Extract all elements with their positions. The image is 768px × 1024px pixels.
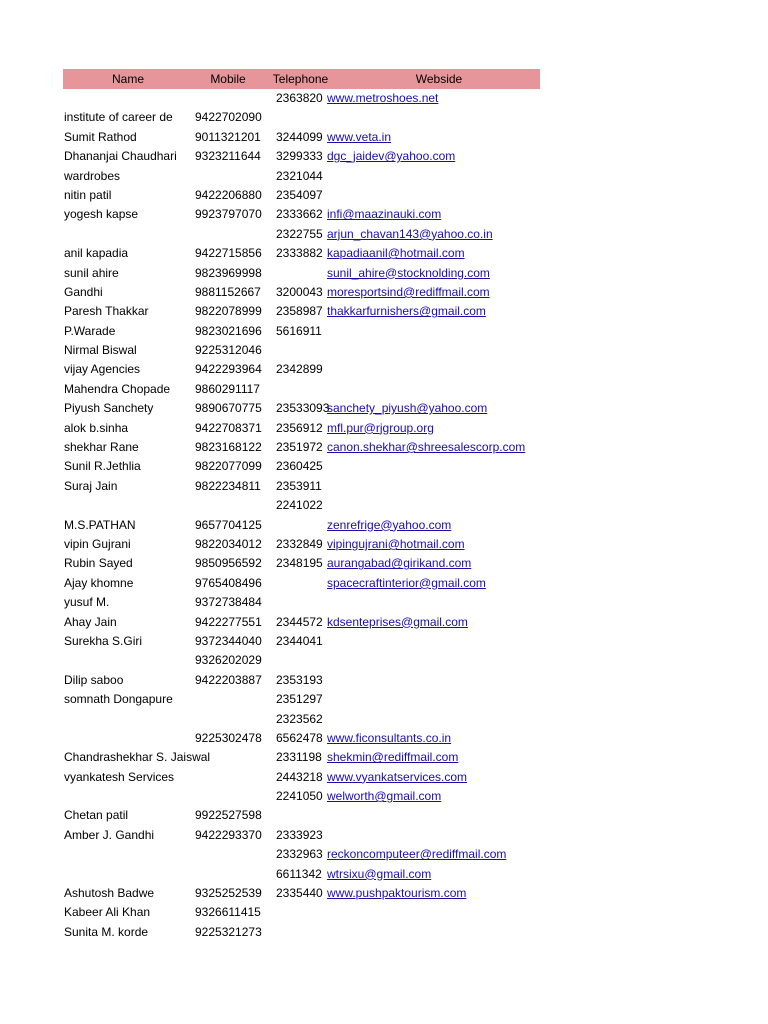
name-cell: Chandrashekhar S. Jaiswal [64,750,211,765]
telephone-cell: 2353193 [276,672,323,687]
table-header-row [63,69,540,89]
website-link[interactable]: aurangabad@girikand.com [327,556,472,571]
telephone-cell [273,380,323,399]
website-link[interactable]: www.veta.in [327,129,392,144]
website-link [323,806,540,825]
name-cell: Kabeer Ali Khan [64,905,151,920]
mobile-cell [193,690,273,709]
website-link [323,341,540,360]
table-row [63,574,540,593]
table-row [63,477,540,496]
telephone-cell [273,593,323,612]
mobile-cell: 9422277551 [195,614,262,629]
table-row [63,419,540,438]
mobile-cell [193,225,273,244]
name-cell: Amber J. Gandhi [64,827,155,842]
table-row [63,651,540,670]
name-cell: yusuf M. [64,595,110,610]
telephone-cell: 3244099 [276,129,323,144]
mobile-cell: 9323211644 [195,149,261,164]
mobile-cell [193,710,273,729]
mobile-cell: 9325252539 [195,886,262,901]
table-row [63,302,540,321]
website-link[interactable]: www.pushpaktourism.com [327,886,467,901]
name-cell: Chetan patil [64,808,129,823]
website-link[interactable]: sanchety_piyush@yahoo.com [327,401,488,416]
mobile-cell: 9422206880 [195,187,262,202]
mobile-cell: 9422708371 [195,420,262,435]
telephone-cell: 2321044 [276,168,323,183]
name-cell [63,651,193,670]
table-row [63,108,540,127]
mobile-cell [193,787,273,806]
telephone-cell: 2351972 [276,440,323,455]
table-row [63,806,540,825]
telephone-cell: 2323562 [276,711,323,726]
mobile-cell: 9225312046 [195,343,262,358]
table-row [63,244,540,263]
telephone-cell [273,264,323,283]
website-link [323,671,540,690]
website-link [323,322,540,341]
name-cell: Ashutosh Badwe [64,886,155,901]
website-link [323,923,540,942]
mobile-cell: 9225321273 [195,924,262,939]
name-cell: Ajay khomne [64,575,134,590]
telephone-cell: 2241050 [276,789,323,804]
website-link [323,380,540,399]
telephone-cell: 3299333 [276,149,323,164]
website-link [323,186,540,205]
website-link [323,632,540,651]
telephone-cell [273,923,323,942]
table-row [63,283,540,302]
website-link [323,477,540,496]
telephone-cell: 2333662 [276,207,323,222]
telephone-cell: 2360425 [276,459,323,474]
website-link[interactable]: mfl.pur@rjgroup.org [327,420,434,435]
mobile-cell: 9890670775 [195,401,262,416]
website-link [323,108,540,127]
website-link [323,167,540,186]
website-link [323,496,540,515]
mobile-cell: 9922527598 [195,808,262,823]
name-cell: somnath Dongapure [64,692,173,707]
telephone-cell: 2351297 [276,692,323,707]
mobile-cell [193,768,273,787]
mobile-cell: 9326611415 [195,905,261,920]
mobile-cell: 9850956592 [195,556,262,571]
telephone-cell [273,574,323,593]
telephone-cell [273,516,323,535]
table-row [63,322,540,341]
name-cell: nitin patil [64,187,112,202]
mobile-cell: 9765408496 [195,575,262,590]
website-link[interactable]: welworth@gmail.com [327,789,442,804]
name-cell: Gandhi [64,284,103,299]
website-link[interactable]: wtrsixu@gmail.com [327,866,432,881]
website-link[interactable]: canon.shekhar@shreesalescorp.com [327,440,526,455]
table-row [63,167,540,186]
table-row [63,826,540,845]
name-cell: Sumit Rathod [64,129,137,144]
telephone-cell: 2333882 [276,246,323,261]
name-cell: vyankatesh Services [64,769,175,784]
column-header-name: Name [111,72,144,86]
website-link[interactable]: arjun_chavan143@yahoo.co.in [327,226,493,241]
table-row [63,865,540,884]
website-link [323,651,540,670]
table-row [63,884,540,903]
mobile-cell [193,845,273,864]
name-cell: Nirmal Biswal [64,343,137,358]
telephone-cell: 5616911 [276,323,322,338]
mobile-cell: 9326202029 [195,653,262,668]
table-row [63,593,540,612]
mobile-cell: 9860291117 [195,381,260,396]
table-row [63,399,540,418]
name-cell: Sunil R.Jethlia [64,459,141,474]
name-cell: Surekha S.Giri [64,633,143,648]
name-cell: anil kapadia [64,246,129,261]
table-row [63,787,540,806]
website-link[interactable]: kapadiaanil@hotmail.com [327,246,465,261]
table-row [63,613,540,632]
telephone-cell: 2363820 [276,91,323,105]
name-cell: Sunita M. korde [64,924,149,939]
table-row [63,186,540,205]
table-row [63,632,540,651]
website-link[interactable]: infi@maazinauki.com [327,207,442,222]
telephone-cell: 2332849 [276,536,323,551]
table-row [63,341,540,360]
mobile-cell: 9657704125 [195,517,262,532]
name-cell: vipin Gujrani [64,536,131,551]
name-cell [63,845,193,864]
telephone-cell: 2333923 [276,827,323,842]
mobile-cell: 9225302478 [195,730,262,745]
table-row [63,225,540,244]
website-link[interactable]: www.vyankatservices.com [327,769,468,784]
telephone-cell [273,651,323,670]
mobile-cell [193,748,273,767]
telephone-cell: 6562478 [276,730,323,745]
table-row [63,128,540,147]
name-cell: Paresh Thakkar [64,304,149,319]
telephone-cell: 2331198 [276,750,322,765]
name-cell: Dilip saboo [64,672,124,687]
mobile-cell: 9823168122 [195,440,262,455]
telephone-cell: 23533093 [276,401,330,416]
mobile-cell: 9881152667 [195,284,261,299]
name-cell: vijay Agencies [64,362,141,377]
name-cell [63,865,193,884]
telephone-cell [273,341,323,360]
table-row [63,205,540,224]
website-link [323,457,540,476]
name-cell [63,496,193,515]
table-row [63,535,540,554]
mobile-cell [193,496,273,515]
name-cell: Suraj Jain [64,478,118,493]
name-cell: Mahendra Chopade [64,381,171,396]
mobile-cell [193,167,273,186]
name-cell [63,225,193,244]
name-cell: alok b.sinha [64,420,129,435]
telephone-cell: 2344041 [276,633,323,648]
mobile-cell [193,89,273,108]
website-link[interactable]: vipingujrani@hotmail.com [327,536,465,551]
mobile-cell: 9823021696 [195,323,262,338]
table-row [63,768,540,787]
column-header-telephone: Telephone [272,72,329,86]
table-row [63,903,540,922]
name-cell: yogesh kapse [64,207,139,222]
name-cell [63,710,193,729]
telephone-cell [273,903,323,922]
website-link[interactable]: spacecraftinterior@gmail.com [327,575,486,590]
column-header-website: Webside [415,72,463,86]
mobile-cell: 9822077099 [195,459,262,474]
name-cell: shekhar Rane [64,440,139,455]
mobile-cell: 9822234811 [195,478,261,493]
name-cell [63,89,193,108]
telephone-cell: 2443218 [276,769,323,784]
table-row [63,710,540,729]
telephone-cell: 2353911 [276,478,322,493]
website-link [323,593,540,612]
website-link[interactable]: moresportsind@rediffmail.com [327,284,490,299]
table-body [63,89,540,942]
telephone-cell: 2322755 [276,226,323,241]
website-link[interactable]: sunil_ahire@stocknolding.com [327,265,490,280]
website-link[interactable]: dgc_jaidev@yahoo.com [327,149,456,164]
mobile-cell: 9422293964 [195,362,262,377]
table-row [63,496,540,515]
table-row [63,516,540,535]
table-row [63,690,540,709]
name-cell: wardrobes [64,168,121,183]
name-cell: Ahay Jain [64,614,117,629]
website-link[interactable]: zenrefrige@yahoo.com [327,517,452,532]
table-row [63,147,540,166]
table-row [63,671,540,690]
table-row [63,89,540,108]
name-cell [63,787,193,806]
table-row [63,923,540,942]
name-cell [63,729,193,748]
name-cell: sunil ahire [64,265,119,280]
telephone-cell: 2354097 [276,187,323,202]
name-cell: Rubin Sayed [64,556,133,571]
telephone-cell: 2332963 [276,847,323,862]
table-row [63,457,540,476]
mobile-cell: 9372738484 [195,595,262,610]
mobile-cell: 9823969998 [195,265,262,280]
table-row [63,438,540,457]
mobile-cell: 9422293370 [195,827,262,842]
mobile-cell: 9011321201 [195,129,261,144]
table-row [63,264,540,283]
table-row [63,748,540,767]
mobile-cell [193,865,273,884]
telephone-cell: 2358987 [276,304,323,319]
telephone-cell: 2335440 [276,886,323,901]
table-row [63,360,540,379]
telephone-cell: 2344572 [276,614,323,629]
telephone-cell: 6611342 [276,866,322,881]
mobile-cell: 9822078999 [195,304,262,319]
telephone-cell [273,108,323,127]
website-link [323,903,540,922]
website-link [323,690,540,709]
mobile-cell: 9422702090 [195,110,262,125]
name-cell: M.S.PATHAN [64,517,136,532]
telephone-cell: 2348195 [276,556,323,571]
website-link [323,826,540,845]
website-link [323,360,540,379]
telephone-cell [273,806,323,825]
website-link[interactable]: www.metroshoes.net [327,91,439,105]
table-row [63,380,540,399]
contacts-table [63,69,540,942]
mobile-cell: 9422715856 [195,246,262,261]
website-link[interactable]: shekmin@rediffmail.com [327,750,459,765]
website-link[interactable]: reckoncomputeer@rediffmail.com [327,847,507,862]
website-link [323,710,540,729]
telephone-cell: 2342899 [276,362,323,377]
telephone-cell: 3200043 [276,284,323,299]
mobile-cell: 9422203887 [195,672,262,687]
name-cell: P.Warade [64,323,116,338]
telephone-cell: 2356912 [276,420,323,435]
website-link[interactable]: thakkarfurnishers@gmail.com [327,304,486,319]
mobile-cell: 9923797070 [195,207,262,222]
column-header-mobile: Mobile [210,72,246,86]
table-row [63,729,540,748]
name-cell: Dhananjai Chaudhari [64,149,177,164]
mobile-cell: 9372344040 [195,633,262,648]
table-row [63,845,540,864]
mobile-cell: 9822034012 [195,536,262,551]
website-link[interactable]: kdsenteprises@gmail.com [327,614,468,629]
name-cell: institute of career de [64,110,173,125]
table-row [63,554,540,573]
website-link[interactable]: www.ficonsultants.co.in [327,730,452,745]
name-cell: Piyush Sanchety [64,401,154,416]
telephone-cell: 2241022 [276,498,323,513]
